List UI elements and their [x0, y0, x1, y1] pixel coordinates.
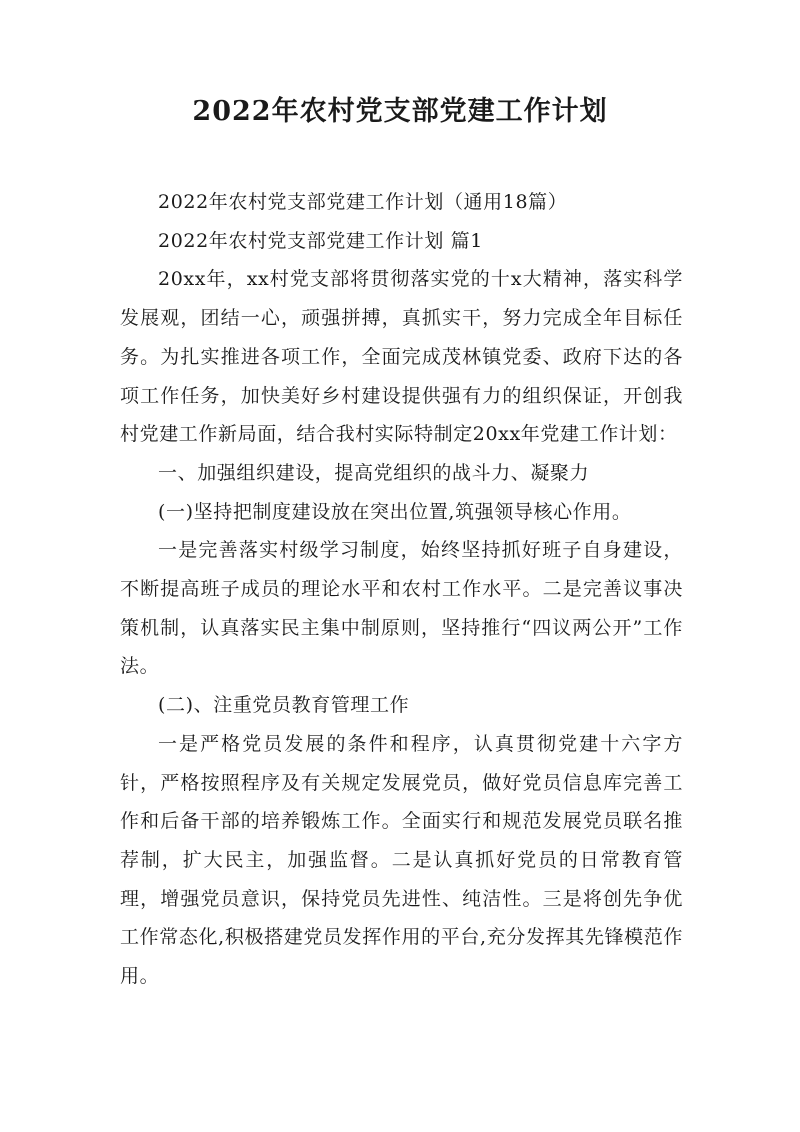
intro-paragraph: 20xx年，xx村党支部将贯彻落实党的十x大精神，落实科学发展观，团结一心，顽强拼搏，真抓实干，努力完成全年目标任务。为扎实推进各项工作，全面完成茂林镇党委、政府下达的各项工作任务，加快美好乡村建设提供强有力的组织保证，开创我村党建工作新局面，结合我村实际特制定20xx年党建工作计划：: [120, 268, 683, 446]
subtitle-paragraph: 2022年农村党支部党建工作计划（通用18篇）: [158, 191, 568, 213]
body-paragraph: 一是完善落实村级学习制度，始终坚持抓好班子自身建设，不断提高班子成员的理论水平和农村工作水平。二是完善议事决策机制，认真落实民主集中制原则，坚持推行“四议两公开”工作法。: [120, 539, 683, 678]
heading-organization: 一、加强组织建设，提高党组织的战斗力、凝聚力: [158, 461, 590, 484]
subheading-2: (二)、注重党员教育管理工作: [158, 694, 410, 717]
body-paragraph: 一是严格党员发展的条件和程序，认真贯彻党建十六字方针，严格按照程序及有关规定发展党员，做好党员信息库完善工作和后备干部的培养锻炼工作。全面实行和规范发展党员联名推荐制，扩大民主，加强监督。二是认真抓好党员的日常教育管理，增强党员意识，保持党员先进性、纯洁性。三是将创先争优工作常态化,积极搭建党员发挥作用的平台,充分发挥其先锋模范作用。: [120, 732, 683, 988]
document-title: 2022年农村党支部党建工作计划: [192, 96, 608, 127]
document-body: [120, 183, 683, 996]
subheading-1: (一)坚持把制度建设放在突出位置,筑强领导核心作用。: [158, 500, 632, 523]
section-heading: 2022年农村党支部党建工作计划 篇1: [158, 229, 483, 252]
